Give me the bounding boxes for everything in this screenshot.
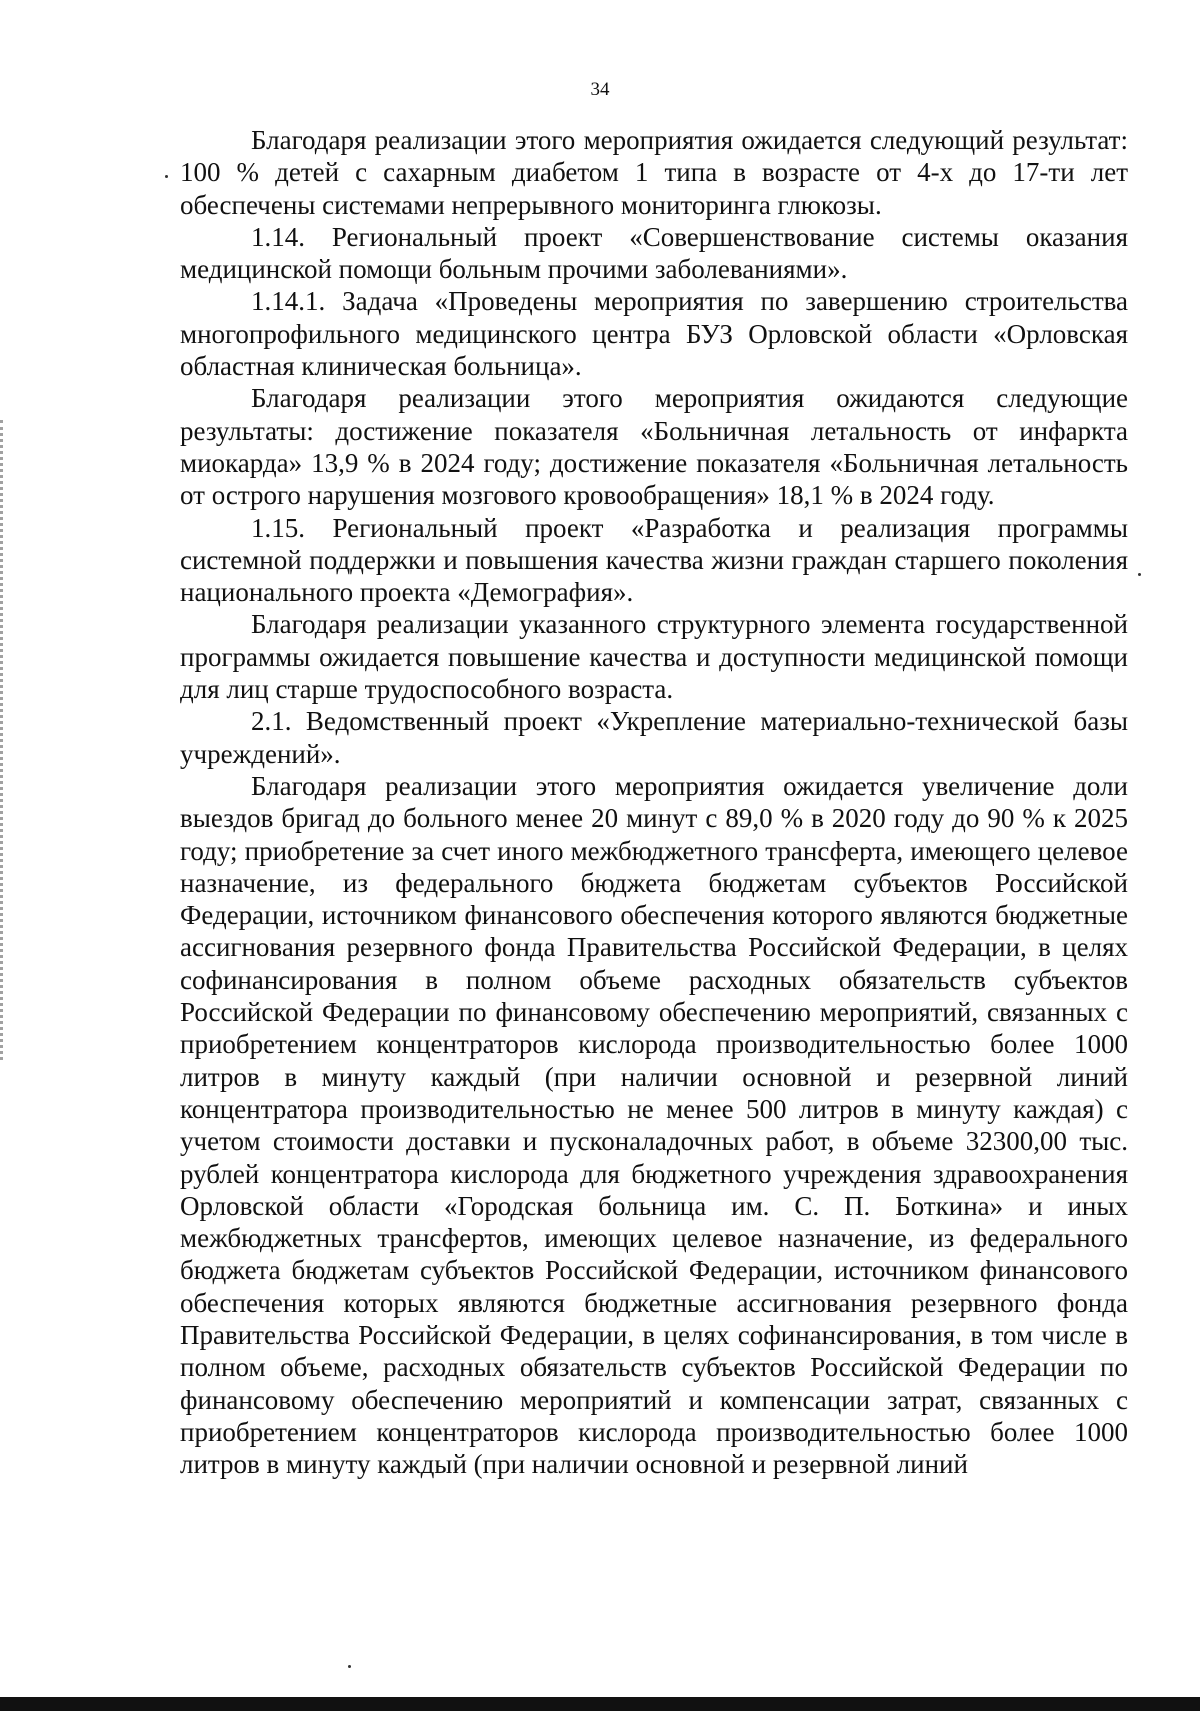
paragraph-mortality-results: Благодаря реализации этого мероприятия ожидаются следующие результаты: достижение показателя «Больничная летальность от инфаркта миокарда» 13,9 % в 2024 году; достижение показателя «Больничная летальность от острого нарушения мозгового кровообращения» 18,1 % в 2024 году. <box>180 383 1128 511</box>
paragraph-project-1-14: 1.14. Региональный проект «Совершенствование системы оказания медицинской помощи больным прочими заболеваниями». <box>180 221 1128 285</box>
paragraph-diabetes-result: Благодаря реализации этого мероприятия ожидается следующий результат: 100 % детей с сахарным диабетом 1 типа в возрасте от 4-х до 17-ти лет обеспечены системами непрерывного мониторинга глюкозы. <box>180 125 1128 220</box>
paragraph-oxygen-concentrators: Благодаря реализации этого мероприятия ожидается увеличение доли выездов бригад до больного менее 20 минут с 89,0 % в 2020 году до 90 % к 2025 году; приобретение за счет иного межбюджетного трансферта, имеющего целевое назначение, из федерального бюджета бюджетам субъектов Российской Федерации, источником финансового обеспечения которого являются бюджетные ассигнования резервного фонда Правительства Российской Федерации, в целях софинансирования в полном объеме расходных обязательств субъектов Российской Федерации по финансовому обеспечению мероприятий, связанных с приобретением концентраторов кислорода производительностью более 1000 литров в минуту каждый (при наличии основной и резервной линий концентратора производительностью не менее 500 литров в минуту каждая) с учетом стоимости доставки и пусконаладочных работ, в объеме 32300,00 тыс. рублей концентратора кислорода для бюджетного учреждения здравоохранения Орловской области «Городская больница им. С. П. Боткина» и иных межбюджетных трансфертов, имеющих целевое назначение, из федерального бюджета бюджетам субъектов Российской Федерации, источником финансового обеспечения которых являются бюджетные ассигнования резервного фонда Правительства Российской Федерации, в целях софинансирования, в том числе в полном объеме, расходных обязательств субъектов Российской Федерации по финансовому обеспечению мероприятий и компенсации затрат, связанных с приобретением концентраторов кислорода производительностью более 1000 литров в минуту каждый (при наличии основной и резервной линий <box>180 770 1128 1480</box>
paragraph-elderly-care-result: Благодаря реализации указанного структурного элемента государственной программы ожидается повышение качества и доступности медицинской помощи для лиц старше трудоспособного возраста. <box>180 609 1128 705</box>
scan-edge-marks <box>0 420 8 1060</box>
page-number: 34 <box>590 79 610 100</box>
scan-bottom-border <box>0 1697 1200 1711</box>
scan-artifact <box>1138 573 1141 576</box>
scan-artifact <box>165 175 168 178</box>
paragraph-project-1-15: 1.15. Региональный проект «Разработка и реализация программы системной поддержки и повышения качества жизни граждан старшего поколения национального проекта «Демография». <box>180 512 1128 608</box>
document-body <box>180 124 1128 1480</box>
paragraph-task-1-14-1: 1.14.1. Задача «Проведены мероприятия по завершению строительства многопрофильного медицинского центра БУЗ Орловской области «Орловская областная клиническая больница». <box>180 286 1128 382</box>
paragraph-project-2-1: 2.1. Ведомственный проект «Укрепление материально-технической базы учреждений». <box>180 706 1128 769</box>
scan-artifact <box>348 1665 351 1668</box>
